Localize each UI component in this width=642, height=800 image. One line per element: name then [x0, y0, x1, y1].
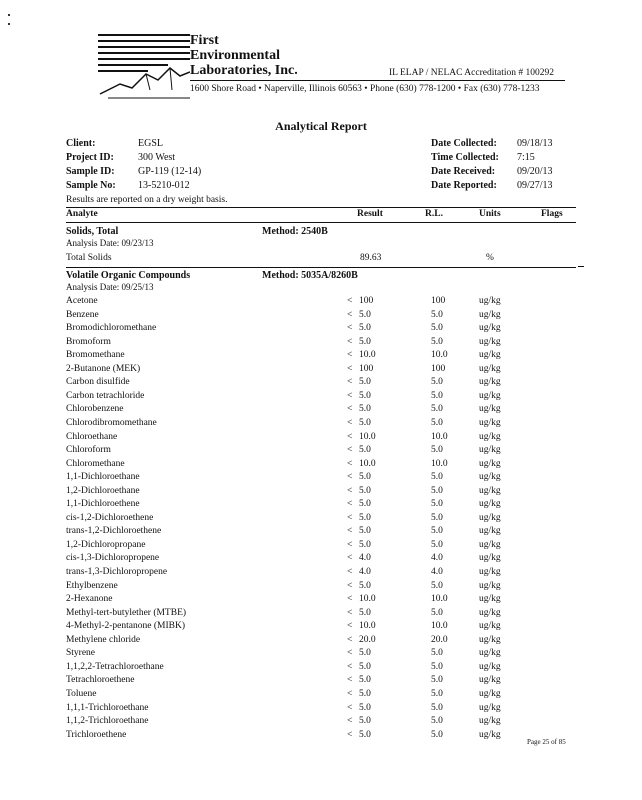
letterhead-divider: [190, 80, 565, 81]
analyte-name: Carbon tetrachloride: [66, 390, 145, 401]
result-value: 5.0: [359, 377, 371, 388]
sample-id-label: Sample ID:: [66, 166, 115, 177]
date-reported-label: Date Reported:: [431, 180, 497, 191]
table-row: [0, 648, 642, 661]
analyte-name: Chloroethane: [66, 431, 118, 442]
qualifier: <: [347, 323, 353, 334]
reporting-limit: 100: [431, 296, 446, 306]
unit-value: ug/kg: [479, 729, 501, 740]
result-value: 10.0: [359, 594, 376, 605]
reporting-limit: 5.0: [431, 539, 443, 550]
table-row: [0, 553, 642, 566]
table-row: [0, 459, 642, 472]
qualifier: <: [347, 567, 353, 577]
qualifier: <: [347, 296, 353, 306]
analyte-name: Trichloroethene: [66, 729, 127, 740]
unit-value: ug/kg: [479, 553, 501, 564]
analyte-name: 2-Hexanone: [66, 594, 113, 605]
analyte-name: Bromoform: [66, 336, 111, 347]
page-number: Page 25 of 85: [527, 738, 566, 746]
reporting-limit: 5.0: [431, 309, 443, 320]
reporting-limit: 10.0: [431, 431, 448, 442]
result-value: 10.0: [359, 458, 376, 469]
result-value: 10.0: [359, 431, 376, 442]
qualifier: <: [347, 431, 353, 442]
reporting-limit: 10.0: [431, 458, 448, 469]
qualifier: <: [347, 688, 353, 699]
unit-value: ug/kg: [479, 350, 501, 361]
result-value: 10.0: [359, 350, 376, 361]
result-value: 5.0: [359, 675, 371, 686]
table-row: [0, 526, 642, 539]
col-header-rl: R.L.: [425, 209, 443, 219]
reporting-limit: 5.0: [431, 499, 443, 510]
analyte-name: Chloromethane: [66, 458, 125, 469]
reporting-limit: 5.0: [431, 485, 443, 496]
reporting-limit: 5.0: [431, 716, 443, 727]
result-value: 5.0: [359, 648, 371, 659]
qualifier: <: [347, 350, 353, 361]
result-value: 100: [359, 296, 374, 306]
date-received-label: Date Received:: [431, 166, 496, 177]
analyte-name: Total Solids: [66, 253, 112, 263]
date-received-value: 09/20/13: [517, 166, 553, 177]
result-value: 5.0: [359, 390, 371, 401]
result-value: 5.0: [359, 729, 371, 740]
section-divider-tick: [578, 266, 584, 267]
result-value: 5.0: [359, 323, 371, 334]
unit-value: ug/kg: [479, 499, 501, 510]
reporting-limit: 10.0: [431, 594, 448, 605]
sample-id-value: GP-119 (12-14): [138, 166, 202, 177]
analyte-name: cis-1,3-Dichloropropene: [66, 553, 160, 564]
table-row: [0, 621, 642, 634]
project-id-value: 300 West: [138, 152, 176, 163]
reporting-limit: 5.0: [431, 390, 443, 401]
table-row: [0, 499, 642, 512]
analyte-name: 1,1,2-Trichloroethane: [66, 716, 149, 727]
unit-value: ug/kg: [479, 431, 501, 442]
table-row: [0, 662, 642, 675]
company-name-line3: Laboratories, Inc.: [190, 63, 298, 78]
qualifier: <: [347, 648, 353, 659]
analyte-name: trans-1,3-Dichloropropene: [66, 567, 168, 577]
reporting-limit: 5.0: [431, 648, 443, 659]
result-value: 5.0: [359, 404, 371, 415]
analyte-name: Styrene: [66, 648, 96, 659]
reporting-limit: 5.0: [431, 607, 443, 618]
qualifier: <: [347, 716, 353, 727]
result-value: 5.0: [359, 445, 371, 456]
table-row: [0, 418, 642, 431]
reporting-limit: 5.0: [431, 377, 443, 388]
time-collected-label: Time Collected:: [431, 152, 499, 163]
unit-value: ug/kg: [479, 526, 501, 537]
col-header-units: Units: [479, 209, 501, 219]
qualifier: <: [347, 458, 353, 469]
qualifier: <: [347, 404, 353, 415]
reporting-limit: 100: [431, 363, 446, 374]
qualifier: <: [347, 499, 353, 510]
table-row: [0, 689, 642, 702]
table-row: [0, 377, 642, 390]
analyte-name: Bromodichloromethane: [66, 323, 157, 334]
analyte-name: 1,2-Dichloroethane: [66, 485, 140, 496]
table-row: [0, 337, 642, 350]
unit-value: ug/kg: [479, 661, 501, 672]
dry-weight-note: Results are reported on a dry weight basis.: [66, 195, 228, 205]
result-value: 5.0: [359, 539, 371, 550]
table-row: [0, 404, 642, 417]
sample-no-value: 13-5210-012: [138, 180, 190, 191]
qualifier: <: [347, 390, 353, 401]
table-row: [0, 608, 642, 621]
analyte-name: 1,1-Dichloroethane: [66, 472, 140, 483]
result-value: 5.0: [359, 661, 371, 672]
qualifier: <: [347, 580, 353, 591]
analyte-name: 1,1,2,2-Tetrachloroethane: [66, 661, 164, 672]
reporting-limit: 5.0: [431, 512, 443, 523]
qualifier: <: [347, 526, 353, 537]
reporting-limit: 5.0: [431, 404, 443, 415]
analyte-name: Carbon disulfide: [66, 377, 130, 388]
project-id-label: Project ID:: [66, 152, 114, 163]
col-header-analyte: Analyte: [66, 209, 98, 219]
analyte-name: cis-1,2-Dichloroethene: [66, 512, 154, 523]
solids-analysis-date: Analysis Date: 09/23/13: [66, 238, 154, 248]
reporting-limit: 20.0: [431, 634, 448, 645]
reporting-limit: 4.0: [431, 567, 443, 577]
unit-value: ug/kg: [479, 336, 501, 347]
lab-address: 1600 Shore Road • Naperville, Illinois 60563 • Phone (630) 778-1200 • Fax (630) 778-1233: [190, 84, 540, 94]
qualifier: <: [347, 377, 353, 388]
table-row: [0, 716, 642, 729]
qualifier: <: [347, 512, 353, 523]
analyte-name: 2-Butanone (MEK): [66, 363, 141, 374]
table-row: [0, 310, 642, 323]
analyte-name: Chlorobenzene: [66, 404, 124, 415]
analyte-name: Chloroform: [66, 445, 111, 456]
qualifier: <: [347, 553, 353, 564]
table-row: [0, 432, 642, 445]
reporting-limit: 5.0: [431, 323, 443, 334]
reporting-limit: 5.0: [431, 417, 443, 428]
analyte-name: 1,1-Dichloroethene: [66, 499, 140, 510]
section-divider: [66, 267, 576, 268]
qualifier: <: [347, 621, 353, 632]
result-value: 89.63: [360, 253, 382, 263]
result-value: 5.0: [359, 485, 371, 496]
qualifier: <: [347, 594, 353, 605]
result-value: 5.0: [359, 526, 371, 537]
result-value: 4.0: [359, 567, 371, 577]
qualifier: <: [347, 702, 353, 713]
qualifier: <: [347, 675, 353, 686]
reporting-limit: 5.0: [431, 336, 443, 347]
company-name-line2: Environmental: [190, 48, 280, 63]
unit-value: ug/kg: [479, 445, 501, 456]
client-label: Client:: [66, 138, 96, 149]
analyte-name: trans-1,2-Dichloroethene: [66, 526, 162, 537]
table-row: [0, 364, 642, 377]
unit-value: ug/kg: [479, 634, 501, 645]
date-collected-value: 09/18/13: [517, 138, 553, 149]
analyte-name: Methylene chloride: [66, 634, 141, 645]
reporting-limit: 5.0: [431, 580, 443, 591]
result-value: 5.0: [359, 336, 371, 347]
scan-mark: [8, 14, 10, 16]
solids-section-title: Solids, Total: [66, 226, 119, 237]
unit-value: ug/kg: [479, 688, 501, 699]
qualifier: <: [347, 417, 353, 428]
date-collected-label: Date Collected:: [431, 138, 497, 149]
unit-value: ug/kg: [479, 458, 501, 469]
table-row: [0, 513, 642, 526]
voc-section-title: Volatile Organic Compounds: [66, 270, 191, 281]
qualifier: <: [347, 472, 353, 483]
unit-value: ug/kg: [479, 539, 501, 550]
reporting-limit: 10.0: [431, 350, 448, 361]
result-value: 5.0: [359, 702, 371, 713]
table-row: [0, 567, 642, 580]
qualifier: <: [347, 445, 353, 456]
analyte-name: Benzene: [66, 309, 99, 320]
qualifier: <: [347, 539, 353, 550]
unit-value: ug/kg: [479, 309, 501, 320]
col-header-flags: Flags: [541, 209, 563, 219]
table-row: [0, 350, 642, 363]
unit-value: %: [486, 253, 494, 263]
result-value: 20.0: [359, 634, 376, 645]
unit-value: ug/kg: [479, 363, 501, 374]
unit-value: ug/kg: [479, 648, 501, 659]
reporting-limit: 5.0: [431, 675, 443, 686]
table-header-bottom-rule: [66, 222, 576, 223]
reporting-limit: 5.0: [431, 688, 443, 699]
result-value: 5.0: [359, 472, 371, 483]
table-row: [0, 486, 642, 499]
table-row: [0, 675, 642, 688]
unit-value: ug/kg: [479, 512, 501, 523]
result-value: 5.0: [359, 607, 371, 618]
unit-value: ug/kg: [479, 377, 501, 388]
table-row: [0, 391, 642, 404]
reporting-limit: 10.0: [431, 621, 448, 632]
result-value: 5.0: [359, 716, 371, 727]
qualifier: <: [347, 729, 353, 740]
unit-value: ug/kg: [479, 567, 501, 577]
reporting-limit: 5.0: [431, 445, 443, 456]
analyte-name: Bromomethane: [66, 350, 125, 361]
unit-value: ug/kg: [479, 621, 501, 632]
result-value: 10.0: [359, 621, 376, 632]
table-row: [0, 445, 642, 458]
solids-method: Method: 2540B: [262, 226, 328, 237]
result-value: 5.0: [359, 417, 371, 428]
result-value: 5.0: [359, 688, 371, 699]
qualifier: <: [347, 485, 353, 496]
analyte-name: Ethylbenzene: [66, 580, 118, 591]
qualifier: <: [347, 336, 353, 347]
result-value: 5.0: [359, 499, 371, 510]
unit-value: ug/kg: [479, 716, 501, 727]
table-header-top-rule: [66, 207, 576, 208]
voc-analysis-date: Analysis Date: 09/25/13: [66, 282, 154, 292]
table-row: [0, 323, 642, 336]
table-row: [0, 581, 642, 594]
accreditation: IL ELAP / NELAC Accreditation # 100292: [389, 68, 554, 78]
unit-value: ug/kg: [479, 417, 501, 428]
unit-value: ug/kg: [479, 472, 501, 483]
table-row: [0, 540, 642, 553]
table-row: [0, 594, 642, 607]
analyte-name: Tetrachloroethene: [66, 675, 135, 686]
table-row: [0, 296, 642, 309]
qualifier: <: [347, 607, 353, 618]
analyte-name: Chlorodibromomethane: [66, 417, 157, 428]
voc-method: Method: 5035A/8260B: [262, 270, 358, 281]
qualifier: <: [347, 309, 353, 320]
analyte-name: 1,1,1-Trichloroethane: [66, 702, 149, 713]
result-value: 5.0: [359, 512, 371, 523]
company-logo: [98, 32, 190, 102]
col-header-result: Result: [357, 209, 383, 219]
reporting-limit: 5.0: [431, 526, 443, 537]
unit-value: ug/kg: [479, 607, 501, 618]
unit-value: ug/kg: [479, 296, 501, 306]
analyte-name: 1,2-Dichloropropane: [66, 539, 146, 550]
report-title: Analytical Report: [275, 119, 367, 133]
client-value: EGSL: [138, 138, 163, 149]
result-value: 100: [359, 363, 374, 374]
qualifier: <: [347, 363, 353, 374]
scan-mark: [8, 23, 10, 25]
table-row: [0, 635, 642, 648]
unit-value: ug/kg: [479, 323, 501, 334]
reporting-limit: 4.0: [431, 553, 443, 564]
analyte-name: 4-Methyl-2-pentanone (MIBK): [66, 621, 185, 632]
table-row: [0, 472, 642, 485]
company-name-line1: First: [190, 33, 219, 48]
qualifier: <: [347, 661, 353, 672]
reporting-limit: 5.0: [431, 472, 443, 483]
analyte-name: Toluene: [66, 688, 97, 699]
date-reported-value: 09/27/13: [517, 180, 553, 191]
reporting-limit: 5.0: [431, 702, 443, 713]
analyte-name: Acetone: [66, 296, 98, 306]
reporting-limit: 5.0: [431, 661, 443, 672]
qualifier: <: [347, 634, 353, 645]
unit-value: ug/kg: [479, 404, 501, 415]
unit-value: ug/kg: [479, 390, 501, 401]
unit-value: ug/kg: [479, 702, 501, 713]
unit-value: ug/kg: [479, 580, 501, 591]
analyte-name: Methyl-tert-butylether (MTBE): [66, 607, 187, 618]
result-value: 4.0: [359, 553, 371, 564]
result-value: 5.0: [359, 580, 371, 591]
unit-value: ug/kg: [479, 594, 501, 605]
unit-value: ug/kg: [479, 485, 501, 496]
table-row: [0, 253, 642, 266]
time-collected-value: 7:15: [517, 152, 535, 163]
sample-no-label: Sample No:: [66, 180, 116, 191]
table-row: [0, 703, 642, 716]
result-value: 5.0: [359, 309, 371, 320]
reporting-limit: 5.0: [431, 729, 443, 740]
unit-value: ug/kg: [479, 675, 501, 686]
